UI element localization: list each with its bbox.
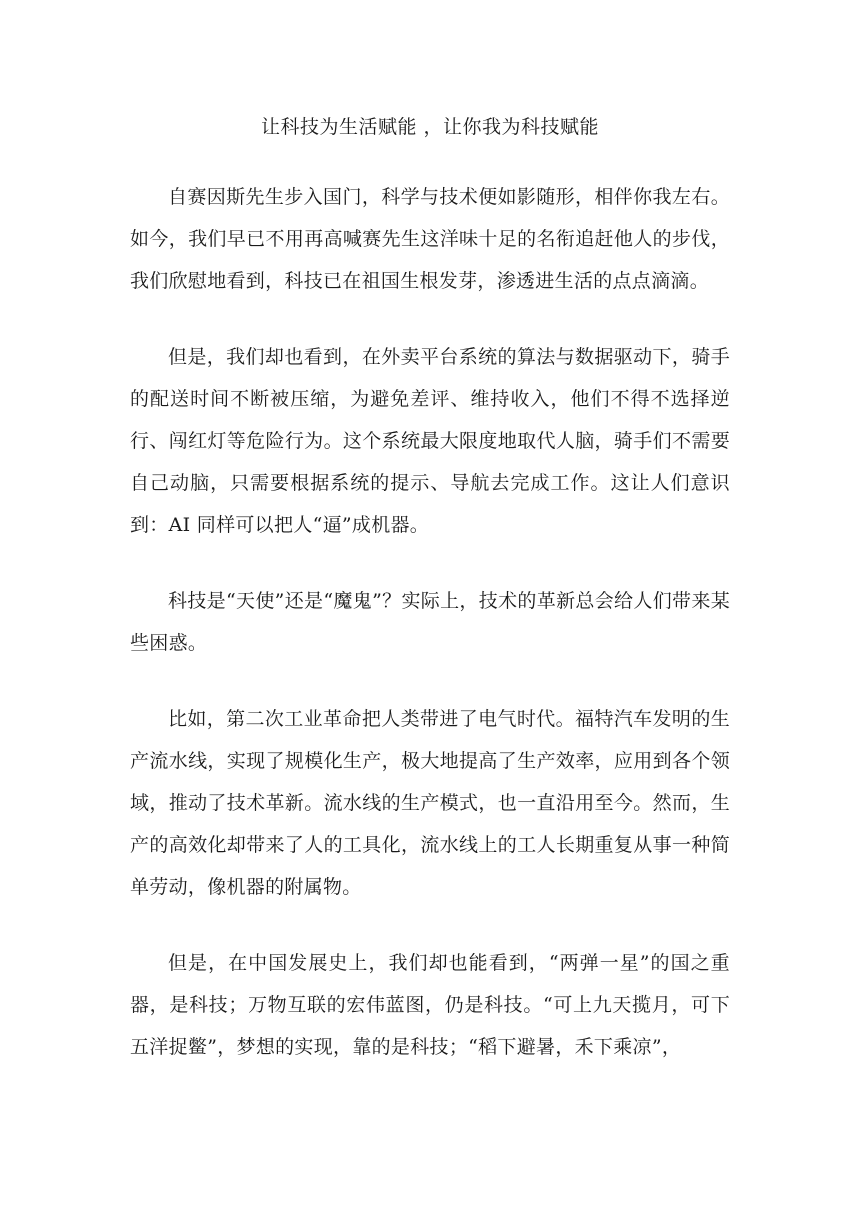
paragraph-5: 但是，在中国发展史上，我们却也能看到，“两弹一星”的国之重器，是科技；万物互联的宏伟蓝图，仍是科技。“可上九天揽月，可下五洋捉鳖”，梦想的实现，靠的是科技；“稻下避暑，禾下乘凉”， [130, 952, 730, 1058]
document-body [130, 176, 730, 1102]
paragraph-2: 但是，我们却也看到，在外卖平台系统的算法与数据驱动下，骑手的配送时间不断被压缩，为避免差评、维持收入，他们不得不选择逆行、闯红灯等危险行为。这个系统最大限度地取代人脑，骑手们不需要自己动脑，只需要根据系统的提示、导航去完成工作。这让人们意识到：AI 同样可以把人“逼”成机器。 [130, 346, 730, 536]
paragraph-1: 自赛因斯先生步入国门，科学与技术便如影随形，相伴你我左右。如今，我们早已不用再高喊赛先生这洋味十足的名衔追赶他人的步伐，我们欣慰地看到，科技已在祖国生根发芽，渗透进生活的点点滴滴。 [130, 186, 730, 292]
paragraph-4: 比如，第二次工业革命把人类带进了电气时代。福特汽车发明的生产流水线，实现了规模化生产，极大地提高了生产效率，应用到各个领域，推动了技术革新。流水线的生产模式，也一直沿用至今。然而，生产的高效化却带来了人的工具化，流水线上的工人长期重复从事一种简单劳动，像机器的附属物。 [130, 708, 730, 898]
document-title: 让科技为生活赋能 ，让你我为科技赋能 [260, 116, 600, 138]
paragraph-3: 科技是“天使”还是“魔鬼”？实际上，技术的革新总会给人们带来某些困惑。 [130, 590, 730, 654]
